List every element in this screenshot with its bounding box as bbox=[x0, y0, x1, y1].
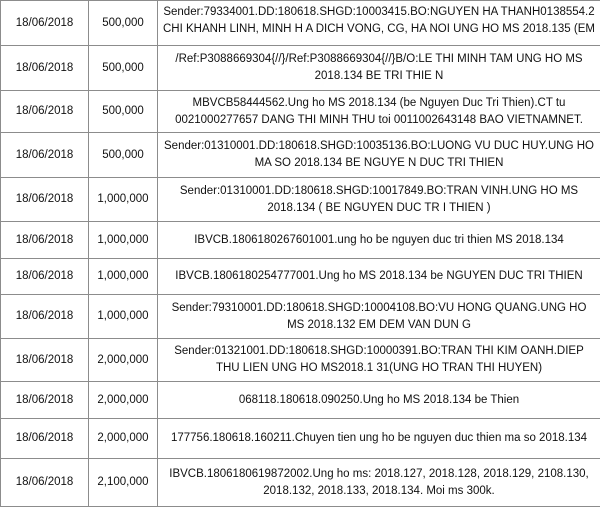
table-row bbox=[1, 133, 600, 178]
table-row bbox=[1, 222, 600, 259]
date-cell: 18/06/2018 bbox=[1, 382, 89, 419]
date-cell: 18/06/2018 bbox=[1, 259, 89, 295]
amount-cell: 1,000,000 bbox=[89, 178, 158, 222]
amount-cell: 2,000,000 bbox=[89, 339, 158, 382]
table-row bbox=[1, 382, 600, 419]
description-cell: 177756.180618.160211.Chuyen tien ung ho be nguyen duc thien ma so 2018.134 bbox=[158, 419, 600, 459]
date-cell: 18/06/2018 bbox=[1, 295, 89, 339]
amount-cell: 500,000 bbox=[89, 133, 158, 178]
amount-cell: 2,000,000 bbox=[89, 382, 158, 419]
date-cell: 18/06/2018 bbox=[1, 459, 89, 507]
date-cell: 18/06/2018 bbox=[1, 46, 89, 91]
amount-cell: 500,000 bbox=[89, 46, 158, 91]
amount-cell: 1,000,000 bbox=[89, 222, 158, 259]
date-cell: 18/06/2018 bbox=[1, 91, 89, 133]
description-cell: Sender:01310001.DD:180618.SHGD:10035136.BO:LUONG VU DUC HUY.UNG HO MA SO 2018.134 BE NGUYE N DUC TRI THIEN bbox=[158, 133, 600, 178]
amount-cell: 2,000,000 bbox=[89, 419, 158, 459]
description-text: Sender:79334001.DD:180618.SHGD:10003415.BO:NGUYEN HA THANH0138554.2 CHI KHANH LINH, MINH H A DICH VONG, CG, HA NOI UNG HO MS 2018.135 (EM bbox=[162, 4, 596, 38]
date-cell: 18/06/2018 bbox=[1, 339, 89, 382]
table-row bbox=[1, 459, 600, 507]
table-row bbox=[1, 295, 600, 339]
description-cell: Sender:01321001.DD:180618.SHGD:10000391.BO:TRAN THI KIM OANH.DIEP THU LIEN UNG HO MS2018.1 31(UNG HO TRAN THI HUYEN) bbox=[158, 339, 600, 382]
table-row bbox=[1, 91, 600, 133]
description-cell: Sender:01310001.DD:180618.SHGD:10017849.BO:TRAN VINH.UNG HO MS 2018.134 ( BE NGUYEN DUC TR I THIEN ) bbox=[158, 178, 600, 222]
description-cell: IBVCB.1806180267601001.ung ho be nguyen duc tri thien MS 2018.134 bbox=[158, 222, 600, 259]
table-row bbox=[1, 178, 600, 222]
amount-cell: 1,000,000 bbox=[89, 295, 158, 339]
table-row bbox=[1, 46, 600, 91]
date-cell: 18/06/2018 bbox=[1, 419, 89, 459]
description-cell: IBVCB.1806180254777001.Ung ho MS 2018.134 be NGUYEN DUC TRI THIEN bbox=[158, 259, 600, 295]
date-cell: 18/06/2018 bbox=[1, 133, 89, 178]
date-cell: 18/06/2018 bbox=[1, 1, 89, 46]
description-cell: /Ref:P3088669304{//}/Ref:P3088669304{//}B/O:LE THI MINH TAM UNG HO MS 2018.134 BE TRI THIE N bbox=[158, 46, 600, 91]
date-cell: 18/06/2018 bbox=[1, 178, 89, 222]
table-row bbox=[1, 419, 600, 459]
table-row bbox=[1, 339, 600, 382]
description-cell: 068118.180618.090250.Ung ho MS 2018.134 be Thien bbox=[158, 382, 600, 419]
table-row bbox=[1, 1, 600, 46]
description-cell bbox=[158, 1, 600, 46]
table-row bbox=[1, 259, 600, 295]
amount-cell: 1,000,000 bbox=[89, 259, 158, 295]
amount-cell: 500,000 bbox=[89, 91, 158, 133]
description-cell: MBVCB58444562.Ung ho MS 2018.134 (be Nguyen Duc Tri Thien).CT tu 0021000277657 DANG THI MINH THU toi 0011002643148 BAO VIETNAMNET. bbox=[158, 91, 600, 133]
amount-cell: 2,100,000 bbox=[89, 459, 158, 507]
description-cell: Sender:79310001.DD:180618.SHGD:10004108.BO:VU HONG QUANG.UNG HO MS 2018.132 EM DEM VAN DUN G bbox=[158, 295, 600, 339]
date-cell: 18/06/2018 bbox=[1, 222, 89, 259]
amount-cell: 500,000 bbox=[89, 1, 158, 46]
description-cell: IBVCB.1806180619872002.Ung ho ms: 2018.127, 2018.128, 2018.129, 2108.130, 2018.132, 2018.133, 2018.134. Moi ms 300k. bbox=[158, 459, 600, 507]
